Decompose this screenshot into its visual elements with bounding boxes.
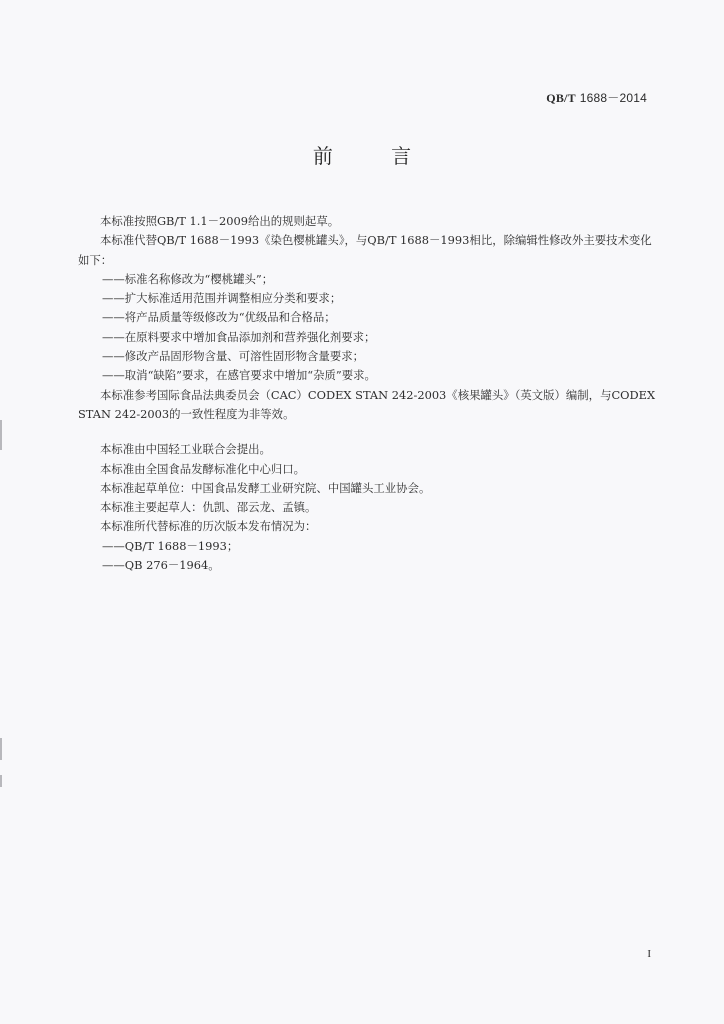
history-item: ——QB 276－1964。 <box>102 558 220 573</box>
document-body <box>78 212 656 575</box>
scan-edge-mark <box>0 420 2 450</box>
paragraph-drafters: 本标准主要起草人：仇凯、邵云龙、孟镇。 <box>100 500 317 515</box>
standard-code-prefix: QB/T <box>546 91 576 105</box>
list-item: ——修改产品固形物含量、可溶性固形物含量要求； <box>102 349 364 364</box>
page-title: 前 言 <box>312 144 438 168</box>
list-item: ——扩大标准适用范围并调整相应分类和要求； <box>102 291 342 306</box>
paragraph-history-intro: 本标准所代替标准的历次版本发布情况为： <box>100 519 317 534</box>
paragraph-gap <box>78 424 656 440</box>
history-item: ——QB/T 1688－1993； <box>102 538 239 553</box>
page-number: I <box>647 948 651 960</box>
scan-edge-mark <box>0 775 2 787</box>
paragraph-drafting-units: 本标准起草单位：中国食品发酵工业研究院、中国罐头工业协会。 <box>100 480 431 495</box>
paragraph-centralized: 本标准由全国食品发酵标准化中心归口。 <box>100 461 306 476</box>
paragraph-drafting-rules: 本标准按照GB/T 1.1－2009给出的规则起草。 <box>100 214 340 228</box>
paragraph-codex-reference: 本标准参考国际食品法典委员会（CAC）CODEX STAN 242-2003《核果罐头》（英文版）编制，与CODEX STAN 242-2003的一致性程度为非等效。 <box>78 387 656 421</box>
scan-edge-mark <box>0 738 2 760</box>
list-item: ——在原料要求中增加食品添加剂和营养强化剂要求； <box>102 329 376 344</box>
standard-code-number: 1688－2014 <box>579 91 647 105</box>
list-item: ——取消“缺陷”要求，在感官要求中增加“杂质”要求。 <box>102 368 376 383</box>
paragraph-replacement: 本标准代替QB/T 1688－1993《染色樱桃罐头》，与QB/T 1688－1993相比，除编辑性修改外主要技术变化如下： <box>78 233 652 267</box>
list-item: ——将产品质量等级修改为“优级品和合格品； <box>102 310 336 325</box>
list-item: ——标准名称修改为“樱桃罐头”； <box>102 271 274 286</box>
standard-code <box>546 89 647 106</box>
paragraph-proposer: 本标准由中国轻工业联合会提出。 <box>100 442 271 457</box>
